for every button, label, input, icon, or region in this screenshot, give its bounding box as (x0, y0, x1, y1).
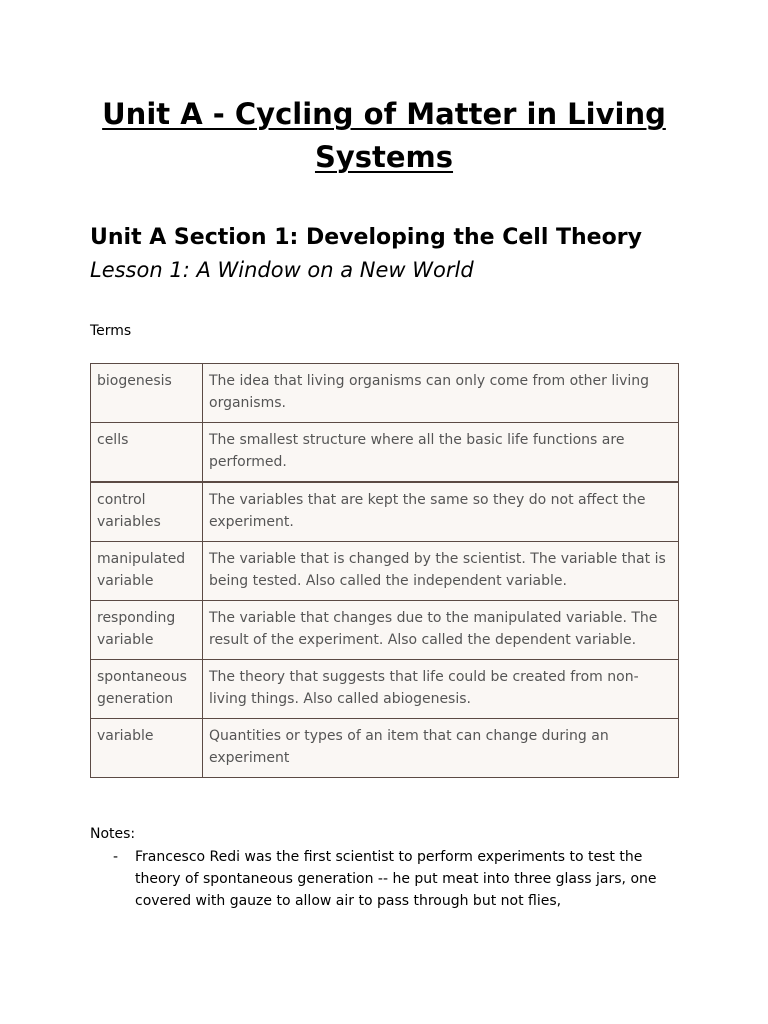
terms-label: Terms (90, 323, 132, 339)
lesson-heading: Lesson 1: A Window on a New World (90, 258, 474, 282)
list-item (90, 846, 680, 912)
list-bullet: - (113, 849, 119, 865)
term-cell: control variables (91, 482, 203, 542)
table-row (91, 542, 679, 601)
table-row (91, 364, 679, 423)
table-row (91, 601, 679, 660)
table-row (91, 660, 679, 719)
definition-cell: The variable that is changed by the scientist. The variable that is being tested. Also called the independent variable. (203, 542, 679, 601)
definition-cell: Quantities or types of an item that can change during an experiment (203, 719, 679, 778)
table-row (91, 719, 679, 778)
term-cell: biogenesis (91, 364, 203, 423)
definition-cell: The theory that suggests that life could be created from non-living things. Also called abiogenesis. (203, 660, 679, 719)
term-cell: manipulated variable (91, 542, 203, 601)
definition-cell: The smallest structure where all the basic life functions are performed. (203, 423, 679, 483)
document-title: Unit A - Cycling of Matter in Living Systems (102, 97, 666, 174)
definition-cell: The idea that living organisms can only come from other living organisms. (203, 364, 679, 423)
section-heading: Unit A Section 1: Developing the Cell Theory (90, 225, 642, 250)
table-row (91, 482, 679, 542)
notes-label: Notes: (90, 826, 136, 842)
notes-list (90, 846, 680, 912)
note-text: Francesco Redi was the first scientist to perform experiments to test the theory of spontaneous generation -- he put meat into three glass jars, one covered with gauze to allow air to pass through but not flies, (135, 849, 657, 909)
term-cell: variable (91, 719, 203, 778)
term-cell: cells (91, 423, 203, 483)
table-row (91, 423, 679, 483)
definition-cell: The variables that are kept the same so they do not affect the experiment. (203, 482, 679, 542)
terms-table (90, 363, 679, 778)
term-cell: spontaneous generation (91, 660, 203, 719)
term-cell: responding variable (91, 601, 203, 660)
definition-cell: The variable that changes due to the manipulated variable. The result of the experiment. Also called the dependent variable. (203, 601, 679, 660)
